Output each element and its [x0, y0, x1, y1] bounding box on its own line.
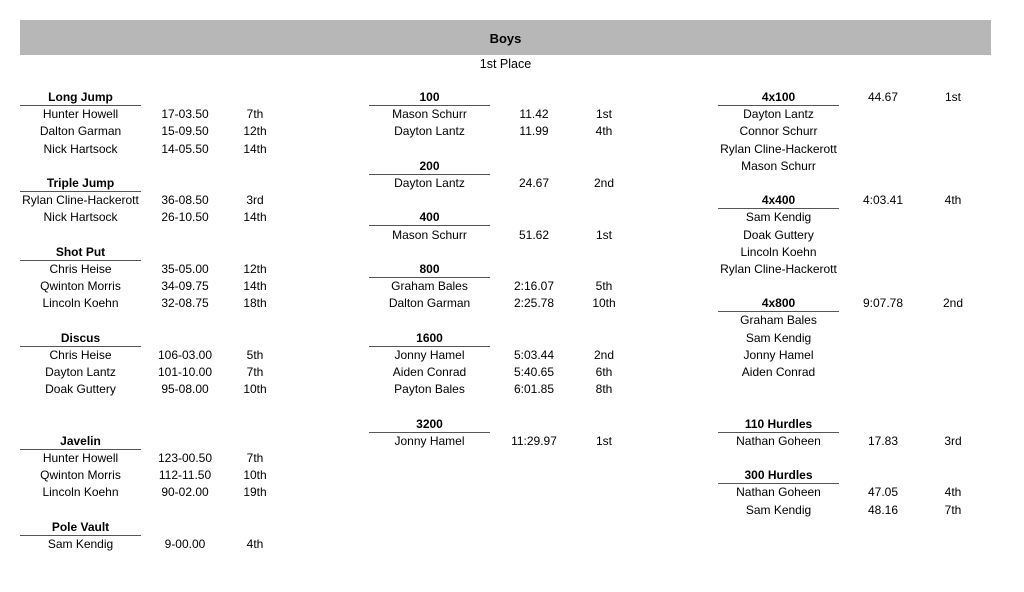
athlete-name: Doak Guttery — [45, 382, 116, 397]
relay-mark: 9:07.78 — [862, 296, 904, 311]
event-name: Javelin — [20, 433, 141, 450]
result-place: 8th — [595, 382, 613, 397]
result-place: 6th — [595, 365, 613, 379]
result-place: 2nd — [593, 175, 615, 190]
athlete-name: Dayton Lantz — [743, 107, 814, 122]
athlete-name: Mason Schurr — [392, 227, 467, 242]
result-mark: 6:01.85 — [513, 382, 555, 397]
result-mark: 9-00.00 — [164, 536, 206, 551]
result-place: 10th — [243, 468, 267, 483]
athlete-name: Mason Schurr — [392, 107, 467, 122]
athlete-name: Aiden Conrad — [392, 365, 467, 379]
athlete-name: Nathan Goheen — [736, 433, 821, 448]
athlete-name: Lincoln Koehn — [42, 296, 119, 311]
athlete-name: Graham Bales — [740, 313, 817, 328]
event-name: Triple Jump — [20, 175, 141, 192]
result-mark: 48.16 — [867, 502, 899, 517]
result-mark: 51.62 — [518, 227, 550, 242]
result-place: 12th — [243, 124, 267, 139]
result-place: 14th — [243, 141, 267, 156]
relay-mark: 44.67 — [867, 90, 899, 104]
athlete-name: Dayton Lantz — [394, 175, 465, 190]
result-place: 10th — [243, 382, 267, 397]
event-name: 400 — [369, 209, 490, 226]
result-mark: 17.83 — [867, 433, 899, 448]
athlete-name: Aiden Conrad — [741, 365, 816, 379]
athlete-name: Dalton Garman — [39, 124, 122, 139]
athlete-name: Doak Guttery — [743, 227, 814, 242]
result-mark: 47.05 — [867, 485, 899, 500]
event-name: 4x400 — [718, 192, 839, 209]
result-place: 4th — [246, 536, 264, 551]
result-mark: 11.99 — [519, 124, 549, 139]
result-place: 1st — [595, 433, 612, 448]
relay-mark: 4:03.41 — [862, 193, 904, 208]
athlete-name: Rylan Cline-Hackerott — [720, 141, 837, 156]
athlete-name: Rylan Cline-Hackerott — [22, 193, 139, 208]
result-mark: 11:29.97 — [511, 433, 557, 448]
result-mark: 14-05.50 — [161, 141, 209, 156]
event-name: Pole Vault — [20, 519, 141, 536]
result-mark: 35-05.00 — [161, 261, 209, 276]
result-mark: 36-08.50 — [161, 193, 209, 208]
athlete-name: Sam Kendig — [745, 502, 812, 517]
result-mark: 5:40.65 — [513, 365, 555, 379]
result-place: 4th — [944, 485, 962, 500]
result-mark: 11.42 — [519, 107, 549, 122]
result-mark: 101-10.00 — [157, 365, 213, 379]
athlete-name: Qwinton Morris — [40, 279, 121, 294]
result-place: 2nd — [593, 347, 615, 362]
event-name: 3200 — [369, 416, 490, 433]
athlete-name: Graham Bales — [391, 279, 468, 294]
event-name: Shot Put — [20, 244, 141, 261]
result-place: 7th — [944, 502, 962, 517]
page-subtitle: 1st Place — [479, 57, 532, 71]
result-mark: 15-09.50 — [161, 124, 209, 139]
result-mark: 26-10.50 — [161, 210, 209, 225]
result-place: 12th — [243, 261, 267, 276]
result-mark: 24.67 — [518, 175, 550, 190]
athlete-name: Dalton Garman — [388, 296, 471, 311]
result-place: 7th — [246, 107, 264, 122]
event-name: 800 — [369, 261, 490, 278]
athlete-name: Chris Heise — [49, 261, 112, 276]
result-mark: 106-03.00 — [157, 347, 213, 362]
relay-place: 4th — [944, 193, 962, 208]
athlete-name: Rylan Cline-Hackerott — [720, 261, 837, 276]
event-name: 300 Hurdles — [718, 467, 839, 484]
event-name: 4x100 — [718, 89, 839, 106]
athlete-name: Jonny Hamel — [743, 347, 814, 362]
result-mark: 34-09.75 — [161, 279, 209, 294]
result-place: 7th — [246, 365, 264, 379]
result-place: 18th — [243, 296, 267, 311]
event-name: 110 Hurdles — [718, 416, 839, 433]
result-mark: 123-00.50 — [157, 450, 213, 465]
athlete-name: Qwinton Morris — [40, 468, 121, 483]
athlete-name: Jonny Hamel — [394, 347, 465, 362]
event-name: 100 — [369, 89, 490, 106]
event-name: 4x800 — [718, 295, 839, 312]
page-title: Boys — [489, 31, 522, 46]
result-mark: 90-02.00 — [161, 485, 209, 500]
result-place: 7th — [246, 450, 264, 465]
result-place: 3rd — [944, 433, 962, 448]
athlete-name: Nick Hartsock — [43, 141, 118, 156]
result-mark: 32-08.75 — [161, 296, 209, 311]
result-mark: 95-08.00 — [161, 382, 209, 397]
athlete-name: Jonny Hamel — [394, 433, 465, 448]
result-mark: 2:16.07 — [513, 279, 555, 294]
athlete-name: Hunter Howell — [42, 450, 119, 465]
result-place: 10th — [592, 296, 616, 311]
event-name: Long Jump — [20, 89, 141, 106]
event-name: 1600 — [369, 330, 490, 347]
result-mark: 112-11.50 — [158, 468, 212, 483]
athlete-name: Payton Bales — [394, 382, 465, 397]
athlete-name: Sam Kendig — [745, 210, 812, 225]
relay-place: 2nd — [942, 296, 964, 311]
result-place: 1st — [595, 107, 612, 122]
athlete-name: Hunter Howell — [42, 107, 119, 122]
result-mark: 5:03.44 — [513, 347, 555, 362]
result-place: 14th — [243, 210, 267, 225]
result-place: 4th — [595, 124, 613, 139]
result-mark: 2:25.78 — [513, 296, 555, 311]
result-place: 19th — [243, 485, 267, 500]
result-place: 3rd — [246, 193, 264, 208]
event-name: Discus — [20, 330, 141, 347]
athlete-name: Mason Schurr — [741, 158, 816, 173]
athlete-name: Lincoln Koehn — [42, 485, 119, 500]
athlete-name: Sam Kendig — [47, 536, 114, 551]
athlete-name: Nathan Goheen — [736, 485, 821, 500]
athlete-name: Nick Hartsock — [43, 210, 118, 225]
result-mark: 17-03.50 — [161, 107, 209, 122]
relay-place: 1st — [944, 90, 961, 104]
athlete-name: Chris Heise — [49, 347, 112, 362]
result-place: 5th — [246, 347, 264, 362]
result-place: 1st — [595, 227, 612, 242]
result-place: 5th — [595, 279, 613, 294]
athlete-name: Dayton Lantz — [394, 124, 465, 139]
header-bar — [20, 20, 991, 55]
event-name: 200 — [369, 158, 490, 175]
athlete-name: Connor Schurr — [739, 124, 818, 139]
athlete-name: Sam Kendig — [745, 330, 812, 345]
athlete-name: Dayton Lantz — [45, 365, 116, 379]
result-place: 14th — [243, 279, 267, 294]
athlete-name: Lincoln Koehn — [740, 244, 817, 259]
